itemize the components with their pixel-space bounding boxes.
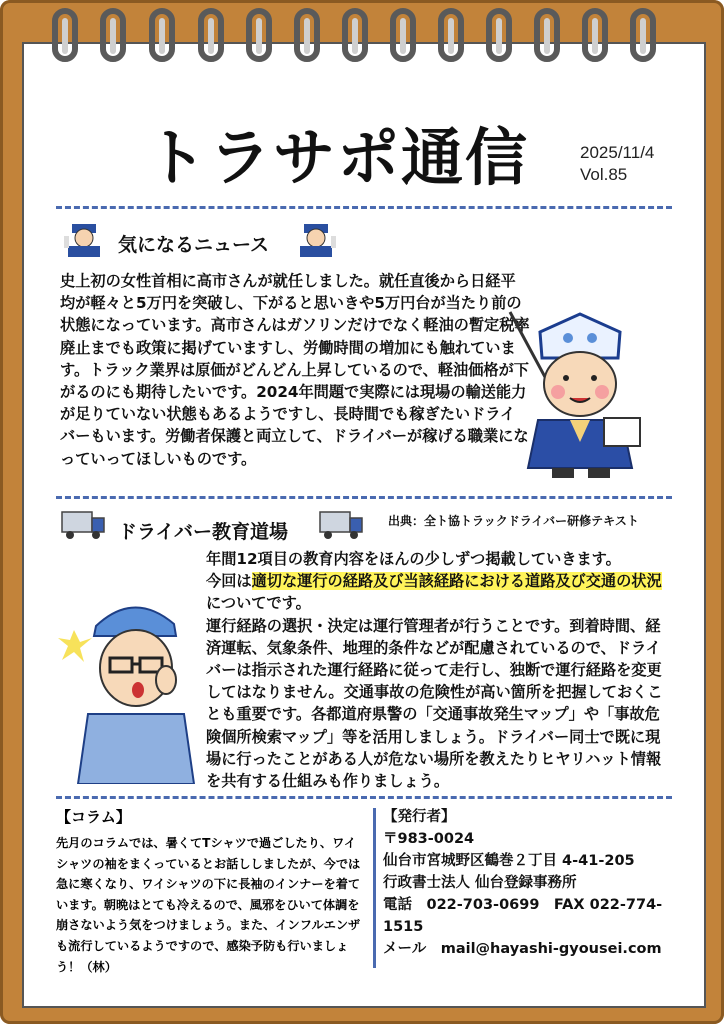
section-divider [56, 206, 672, 209]
education-heading: ドライバー教育道場 [118, 521, 289, 543]
publisher-mail[interactable]: メール mail@hayashi-gyousei.com [383, 941, 662, 957]
column-body: 先月のコラムでは、暑くてTシャツで過ごしたり、ワイシャツの袖をまくっているとお話ししましたが、今では急に寒くなり、ワイシャツの下に長袖のインナーを着ています。朝晩はとても冷えるので、風邪をひいて体調を崩さないよう気をつけましょう。また、インフルエンザも流行しているようですので、感染予防も行いましょう！（林） [56, 836, 361, 974]
binder-ring-icon [149, 8, 175, 62]
binder-ring-icon [486, 8, 512, 62]
publisher-org: 行政書士法人 仙台登録事務所 [383, 875, 577, 891]
publisher-zip: 〒983-0024 [383, 831, 475, 847]
publisher-tel: 電話 022-703-0699 FAX 022-774-1515 [383, 897, 663, 935]
section-divider [56, 796, 672, 799]
binder-ring-icon [630, 8, 656, 62]
education-highlight: 適切な運行の経路及び当該経路における道路及び交通の状況 [251, 572, 662, 591]
publisher-section [383, 806, 701, 960]
news-body: 史上初の女性首相に高市さんが就任しました。就任直後から日経平均が軽々と5万円を突破し、下がると思いきや5万円台が当たり前の状態になっています。高市さんはガソリンだけでなく軽油の暫定税率廃止までも政策に掲げていますし、労働時間の増加にも触れています。トラック業界は原価がどんどん上昇しているので、軽油価格が下がるのにも期待したいです。2024年問題で実際には現場の輸送能力が足りていない状態もあるようですし、長時間でも稼ぎたいドライバーもいます。労働者保護と両立して、ドライバーが稼げる職業になっていってほしいものです。 [60, 272, 530, 468]
binder-ring-icon [438, 8, 464, 62]
driver-illustration [58, 584, 198, 784]
education-text: 運行経路の選択・決定は運行管理者が行うことです。到着時間、経済運転、気象条件、地理的条件などが配慮されているので、ドライバーは指示された運行経路に従って走行し、独断で運行経路を変更してはなりません。交通事故の危険性が高い箇所を把握しておくことも重要です。各都道府県警の「交通事故発生マップ」や「事故危険個所検索マップ」等を活用しましょう。ドライバー同士で既に現場に行ったことがある人が危ない場所を教えたりヒヤリハット情報を共有する仕組みも作りましょう。 [206, 616, 663, 791]
education-lead [206, 570, 668, 614]
binder-ring-icon [390, 8, 416, 62]
binder-ring-icon [52, 8, 78, 62]
column-divider [373, 808, 376, 968]
binder-ring-icon [534, 8, 560, 62]
binder-ring-icon [294, 8, 320, 62]
column-section [56, 806, 368, 977]
news-heading: 気になるニュース [118, 234, 270, 256]
education-source: 出典：全ト協トラックドライバー研修テキスト [388, 514, 639, 528]
binder-ring-icon [198, 8, 224, 62]
education-lead-after: についてです。 [206, 594, 311, 613]
mascot-illustration [500, 292, 668, 482]
binder-ring-icon [100, 8, 126, 62]
binder-ring-icon [582, 8, 608, 62]
truck-icon [318, 510, 364, 540]
publisher-heading: 【発行者】 [383, 809, 456, 825]
binder-ring-icon [246, 8, 272, 62]
mascot-icon [296, 222, 336, 258]
mascot-icon [64, 222, 104, 258]
publisher-address: 仙台市宮城野区鶴巻２丁目 4-41-205 [383, 853, 635, 869]
education-intro: 年間12項目の教育内容をほんの少しずつ掲載していきます。 [206, 550, 621, 568]
issue-volume: Vol.85 [580, 165, 628, 184]
binder-rings [0, 0, 724, 70]
truck-icon [60, 510, 106, 540]
education-body [206, 548, 668, 792]
issue-date: 2025/11/4 [580, 143, 655, 162]
newsletter-title: トラサポ通信 [145, 121, 530, 194]
education-lead-before: 今回は [206, 572, 252, 591]
issue-info [580, 142, 654, 186]
binder-ring-icon [342, 8, 368, 62]
section-divider [56, 496, 672, 499]
column-heading: 【コラム】 [56, 808, 131, 826]
